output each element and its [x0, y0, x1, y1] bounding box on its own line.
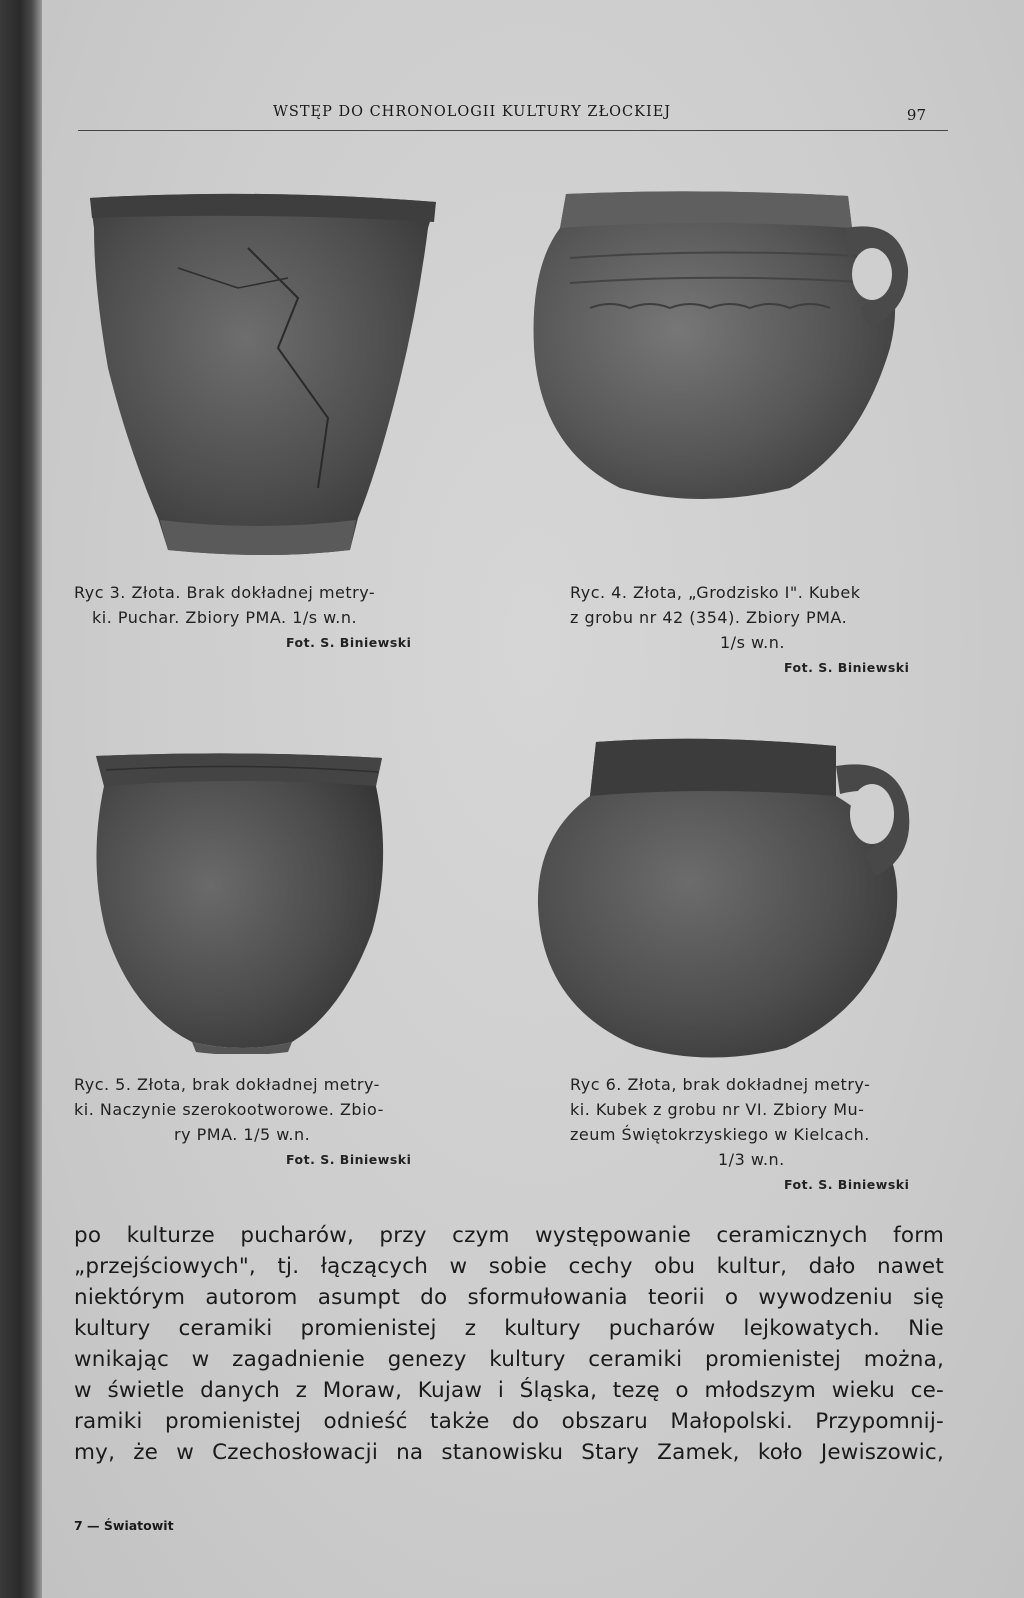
caption-line: zeum Świętokrzyskiego w Kielcach.	[570, 1125, 870, 1144]
body-line: ramiki promienistej odnieść także do obszaru Małopolski. Przypomnij-	[74, 1409, 944, 1434]
body-line: kultury ceramiki promienistej z kultury pucharów lejkowatych. Nie	[74, 1316, 944, 1341]
photo-credit: Fot. S. Biniewski	[784, 1177, 910, 1192]
figure-4-caption	[570, 580, 909, 680]
caption-line: 1/s w.n.	[720, 633, 785, 652]
figure-5-caption	[74, 1072, 411, 1172]
photo-credit: Fot. S. Biniewski	[286, 635, 412, 650]
caption-line: Ryc 6. Złota, brak dokładnej metry-	[570, 1075, 871, 1094]
body-line: my, że w Czechosłowacji na stanowisku Stary Zamek, koło Jewiszowic,	[74, 1440, 944, 1465]
figure-4-photo-cup	[530, 188, 926, 510]
body-line: „przejściowych", tj. łączących w sobie cechy obu kultur, dało nawet	[74, 1254, 944, 1279]
photo-credit: Fot. S. Biniewski	[784, 660, 910, 675]
book-binding-edge	[0, 0, 42, 1598]
figure-3-caption	[74, 580, 411, 655]
photo-credit: Fot. S. Biniewski	[286, 1152, 412, 1167]
figure-5-photo-vessel	[92, 752, 388, 1054]
caption-line: ki. Naczynie szerokootworowe. Zbio-	[74, 1100, 384, 1119]
caption-line: Ryc. 5. Złota, brak dokładnej metry-	[74, 1075, 380, 1094]
figure-6-photo-cup	[536, 736, 926, 1068]
caption-line: 1/3 w.n.	[718, 1150, 785, 1169]
page-number: 97	[906, 106, 926, 124]
caption-line: ki. Puchar. Zbiory PMA. 1/s w.n.	[92, 608, 358, 627]
body-line: po kulturze pucharów, przy czym występowanie ceramicznych form	[74, 1223, 944, 1248]
caption-line: ki. Kubek z grobu nr VI. Zbiory Mu-	[570, 1100, 865, 1119]
caption-line: Ryc. 4. Złota, „Grodzisko I". Kubek	[570, 583, 861, 602]
running-header	[78, 104, 948, 131]
footer-signature: 7 — Światowit	[74, 1518, 174, 1533]
figure-3-photo-beaker	[88, 188, 438, 560]
body-paragraph	[74, 1220, 944, 1468]
caption-line: z grobu nr 42 (354). Zbiory PMA.	[570, 608, 848, 627]
running-header-title: WSTĘP DO CHRONOLOGII KULTURY ZŁOCKIEJ	[273, 104, 672, 120]
caption-line: ry PMA. 1/5 w.n.	[174, 1125, 311, 1144]
caption-line: Ryc 3. Złota. Brak dokładnej metry-	[74, 583, 376, 602]
body-line: wnikając w zagadnienie genezy kultury ceramiki promienistej można,	[74, 1347, 944, 1372]
body-line: w świetle danych z Moraw, Kujaw i Śląska, tezę o młodszym wieku ce-	[74, 1378, 944, 1403]
figure-6-caption	[570, 1072, 909, 1197]
body-line: niektórym autorom asumpt do sformułowania teorii o wywodzeniu się	[74, 1285, 944, 1310]
